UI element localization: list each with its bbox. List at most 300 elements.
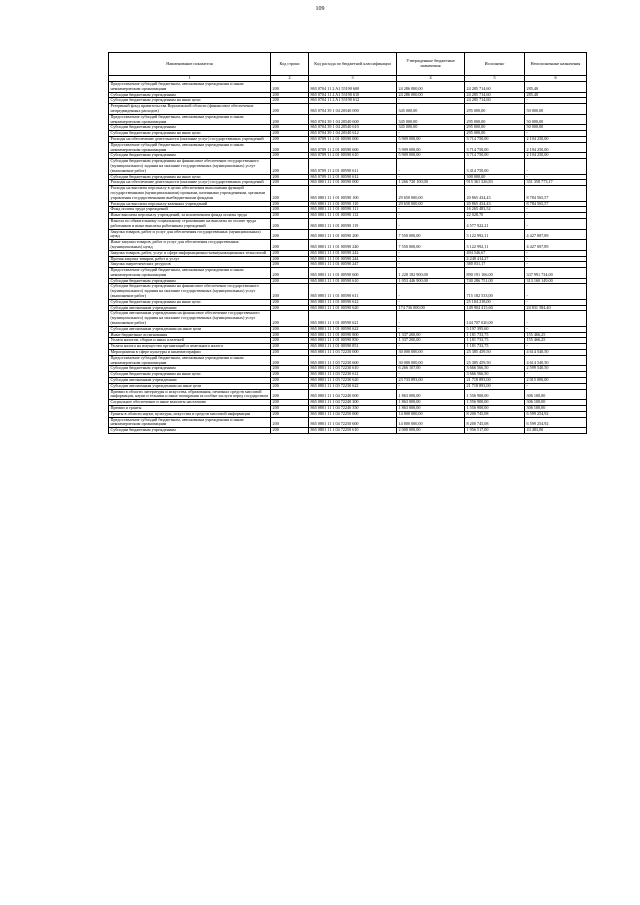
executed-amount-cell: 25 385 459,50: [465, 355, 525, 366]
line-code-cell: 200: [271, 82, 309, 93]
unexecuted-amount-cell: -: [525, 256, 587, 262]
table-row: [109, 114, 587, 125]
budget-code-cell: 865 0801 11 1 03 72230 610: [309, 366, 397, 372]
table-row: [109, 240, 587, 251]
indicator-name-cell: Закупка товаров, работ и услуг для обеспечения государственных (муниципальных) нужд: [109, 229, 271, 240]
line-code-cell: 200: [271, 355, 309, 366]
budget-code-cell: 865 0801 11 1 01 00590 850: [309, 338, 397, 344]
approved-amount-cell: 1 863 000,00: [397, 400, 465, 406]
indicator-name-cell: Мероприятия в сфере культуры и кинематографии: [109, 350, 271, 356]
approved-amount-cell: 2 000 000,00: [397, 428, 465, 434]
budget-code-cell: 865 0801 11 1 01 00590 111: [309, 207, 397, 213]
header-line-code: Код строки: [271, 53, 309, 76]
line-code-cell: 200: [271, 218, 309, 229]
header-indicator-name: Наименование показателя: [109, 53, 271, 76]
unexecuted-amount-cell: -: [525, 344, 587, 350]
indicator-name-cell: Закупка энергетических ресурсов: [109, 262, 271, 268]
unexecuted-amount-cell: -: [525, 218, 587, 229]
line-code-cell: 200: [271, 378, 309, 384]
unexecuted-amount-cell: 4 614 540,50: [525, 355, 587, 366]
line-code-cell: 200: [271, 136, 309, 142]
indicator-name-cell: Иные закупки товаров, работ и услуг для обеспечения государственных (муниципальных) нужд: [109, 240, 271, 251]
table-body: [109, 82, 587, 434]
unexecuted-amount-cell: -: [525, 250, 587, 256]
line-code-cell: 200: [271, 428, 309, 434]
executed-amount-cell: 2 248 414,27: [465, 256, 525, 262]
unexecuted-amount-cell: -: [525, 372, 587, 378]
table-row: [109, 389, 587, 400]
approved-amount-cell: 345 000,00: [397, 104, 465, 115]
unexecuted-amount-cell: 306 100,00: [525, 406, 587, 412]
indicator-name-cell: Уплата налога на имущество организаций и земельного налога: [109, 344, 271, 350]
budget-code-cell: 865 0801 11 1 04 72250 610: [309, 428, 397, 434]
approved-amount-cell: 1 863 000,00: [397, 389, 465, 400]
approved-amount-cell: -: [397, 284, 465, 299]
header-unexecuted: Неисполненные назначения: [525, 53, 587, 76]
budget-code-cell: 865 0709 11 2 01 00590 600: [309, 142, 397, 153]
executed-amount-cell: 890 191 166,00: [465, 268, 525, 279]
approved-amount-cell: -: [397, 98, 465, 104]
indicator-name-cell: Иные бюджетные ассигнования: [109, 332, 271, 338]
budget-code-cell: 865 0801 11 1 01 00590 112: [309, 213, 397, 219]
unexecuted-amount-cell: -: [525, 159, 587, 174]
unexecuted-amount-cell: 4 427 007,89: [525, 240, 587, 251]
line-code-cell: 200: [271, 229, 309, 240]
approved-amount-cell: 14 800 000,00: [397, 411, 465, 417]
approved-amount-cell: -: [397, 383, 465, 389]
indicator-name-cell: Расходы на выплаты персоналу казенных учреждений: [109, 201, 271, 207]
indicator-name-cell: Предоставление субсидий бюджетным, автономным учреждениям и иным некоммерческим организациям: [109, 142, 271, 153]
column-number: 6: [525, 76, 587, 82]
line-code-cell: 200: [271, 411, 309, 417]
budget-code-cell: 865 0801 11 1 01 00590 621: [309, 311, 397, 326]
indicator-name-cell: Предоставление субсидий бюджетным, автономным учреждениям и иным некоммерческим организациям: [109, 417, 271, 428]
executed-amount-cell: 20 865 434,43: [465, 201, 525, 207]
line-code-cell: 200: [271, 326, 309, 332]
table-row: [109, 142, 587, 153]
executed-amount-cell: 1 556 900,00: [465, 406, 525, 412]
line-code-cell: 200: [271, 153, 309, 159]
executed-amount-cell: 1 556 900,00: [465, 389, 525, 400]
approved-amount-cell: -: [397, 159, 465, 174]
approved-amount-cell: 7 550 000,00: [397, 229, 465, 240]
budget-code-cell: 865 0801 11 1 01 00590 110: [309, 201, 397, 207]
line-code-cell: 200: [271, 262, 309, 268]
line-code-cell: 200: [271, 92, 309, 98]
approved-amount-cell: 24 286 000,00: [397, 82, 465, 93]
indicator-name-cell: Предоставление субсидий бюджетным, автономным учреждениям и иным некоммерческим организациям: [109, 268, 271, 279]
unexecuted-amount-cell: -: [525, 383, 587, 389]
table-row: [109, 218, 587, 229]
budget-code-cell: 865 0801 11 1 04 72240 350: [309, 406, 397, 412]
line-code-cell: 200: [271, 250, 309, 256]
unexecuted-amount-cell: 8 784 565,57: [525, 201, 587, 207]
budget-code-cell: 865 0801 11 1 01 00590 600: [309, 268, 397, 279]
unexecuted-amount-cell: 351 358 773,17: [525, 180, 587, 186]
unexecuted-amount-cell: 6 599 254,92: [525, 411, 587, 417]
header-budget-code: Код расхода по бюджетной классификации: [309, 53, 397, 76]
approved-amount-cell: -: [397, 213, 465, 219]
budget-code-cell: 865 0801 11 1 01 00590 200: [309, 229, 397, 240]
approved-amount-cell: 30 000 000,00: [397, 350, 465, 356]
budget-code-cell: 865 0709 11 2 01 00590 612: [309, 174, 397, 180]
unexecuted-amount-cell: 24 831 584,40: [525, 305, 587, 311]
executed-amount-cell: 25 385 459,50: [465, 350, 525, 356]
line-code-cell: 200: [271, 213, 309, 219]
line-code-cell: 200: [271, 278, 309, 284]
table-header-row: [109, 53, 587, 76]
indicator-name-cell: Расходы на выплаты персоналу в целях обеспечения выполнения функций государственными (муниципальными) органами, казенными учреждениями, органами управления государственными внебюджетными фондами: [109, 186, 271, 201]
unexecuted-amount-cell: 8 784 565,57: [525, 186, 587, 201]
budget-code-cell: 865 0801 11 1 01 00590 242: [309, 250, 397, 256]
indicator-name-cell: Субсидии автономным учреждениям на финансовое обеспечение государственного (муниципального) задания на оказание государственных (муниципальных) услуг (выполнение работ): [109, 311, 271, 326]
indicator-name-cell: Субсидии бюджетным учреждениям на иные цели: [109, 98, 271, 104]
approved-amount-cell: 29 650 000,00: [397, 186, 465, 201]
line-code-cell: 200: [271, 268, 309, 279]
indicator-name-cell: Уплата налогов, сборов и иных платежей: [109, 338, 271, 344]
indicator-name-cell: Субсидии бюджетным учреждениям на иные цели: [109, 174, 271, 180]
budget-code-cell: 865 0709 11 2 01 00590 610: [309, 153, 397, 159]
line-code-cell: 200: [271, 284, 309, 299]
budget-code-cell: 865 0709 11 2 01 00590 000: [309, 136, 397, 142]
indicator-name-cell: Фонд оплаты труда учреждений: [109, 207, 271, 213]
unexecuted-amount-cell: 155 466,25: [525, 338, 587, 344]
indicator-name-cell: Расходы на обеспечение деятельности (оказание услуг) государственных учреждений: [109, 180, 271, 186]
table-row: [109, 417, 587, 428]
indicator-name-cell: Субсидии автономным учреждениям: [109, 378, 271, 384]
executed-amount-cell: 16 265 483,52: [465, 207, 525, 213]
table-row: [109, 284, 587, 299]
line-code-cell: 200: [271, 180, 309, 186]
unexecuted-amount-cell: 43 483,00: [525, 428, 587, 434]
indicator-name-cell: Субсидии бюджетным учреждениям на иные цели: [109, 372, 271, 378]
line-code-cell: 200: [271, 389, 309, 400]
budget-code-cell: 865 0801 11 1 01 00590 240: [309, 240, 397, 251]
table-row: [109, 186, 587, 201]
executed-amount-cell: 380 031,17: [465, 262, 525, 268]
executed-amount-cell: 1 181 733,75: [465, 338, 525, 344]
executed-amount-cell: 25 104 218,00: [465, 299, 525, 305]
budget-code-cell: 865 0801 11 1 01 00590 610: [309, 278, 397, 284]
approved-amount-cell: -: [397, 372, 465, 378]
approved-amount-cell: 345 000,00: [397, 125, 465, 131]
line-code-cell: 200: [271, 201, 309, 207]
executed-amount-cell: 22 028,70: [465, 213, 525, 219]
indicator-name-cell: Социальное обеспечение и иные выплаты населению: [109, 400, 271, 406]
executed-amount-cell: 20 865 434,43: [465, 186, 525, 201]
line-code-cell: 200: [271, 299, 309, 305]
line-code-cell: 200: [271, 406, 309, 412]
line-code-cell: 200: [271, 186, 309, 201]
approved-amount-cell: 6 266 107,00: [397, 366, 465, 372]
table-row: [109, 311, 587, 326]
table-row: [109, 355, 587, 366]
column-number: 1: [109, 76, 271, 82]
budget-code-cell: 865 0801 11 1 01 00590 000: [309, 180, 397, 186]
line-code-cell: 200: [271, 131, 309, 137]
approved-amount-cell: 345 000,00: [397, 114, 465, 125]
approved-amount-cell: 30 000 000,00: [397, 355, 465, 366]
unexecuted-amount-cell: -: [525, 131, 587, 137]
approved-amount-cell: 23 733 893,00: [397, 378, 465, 384]
indicator-name-cell: Субсидии бюджетным учреждениям: [109, 153, 271, 159]
budget-code-cell: 865 0801 11 1 01 00590 851: [309, 344, 397, 350]
budget-code-cell: 865 0704 11 2 A1 55190 610: [309, 92, 397, 98]
approved-amount-cell: -: [397, 131, 465, 137]
executed-amount-cell: 3 666 566,50: [465, 366, 525, 372]
budget-code-cell: 865 0704 11 2 A1 55190 612: [309, 98, 397, 104]
executed-amount-cell: 3 714 750,00: [465, 153, 525, 159]
line-code-cell: 200: [271, 240, 309, 251]
budget-code-cell: 865 0709 11 2 01 00590 611: [309, 159, 397, 174]
indicator-name-cell: Субсидии бюджетным учреждениям: [109, 366, 271, 372]
unexecuted-amount-cell: 2 599 540,50: [525, 366, 587, 372]
line-code-cell: 200: [271, 311, 309, 326]
line-code-cell: 200: [271, 344, 309, 350]
column-number: 2: [271, 76, 309, 82]
approved-amount-cell: 1 337 200,00: [397, 338, 465, 344]
unexecuted-amount-cell: -: [525, 299, 587, 305]
approved-amount-cell: 5 909 000,00: [397, 142, 465, 153]
approved-amount-cell: 29 650 000,00: [397, 201, 465, 207]
executed-amount-cell: 21 718 893,00: [465, 383, 525, 389]
indicator-name-cell: Субсидии бюджетным учреждениям: [109, 92, 271, 98]
budget-code-cell: 865 0801 11 1 04 72240 300: [309, 400, 397, 406]
indicator-name-cell: Иные выплаты персоналу учреждений, за исключением фонда оплаты труда: [109, 213, 271, 219]
unexecuted-amount-cell: 285,40: [525, 82, 587, 93]
indicator-name-cell: Прочая закупка товаров, работ и услуг: [109, 256, 271, 262]
unexecuted-amount-cell: 50 000,00: [525, 104, 587, 115]
budget-code-cell: 865 0801 11 1 01 00590 611: [309, 284, 397, 299]
column-number: 5: [465, 76, 525, 82]
budget-code-cell: 865 0801 11 1 01 00590 100: [309, 186, 397, 201]
budget-code-cell: 865 0801 11 1 01 00590 620: [309, 305, 397, 311]
approved-amount-cell: 24 286 000,00: [397, 92, 465, 98]
budget-code-cell: 865 0801 11 1 01 00590 612: [309, 299, 397, 305]
budget-code-cell: 865 0801 11 1 04 72240 000: [309, 389, 397, 400]
indicator-name-cell: Предоставление субсидий бюджетным, автономным учреждениям и иным некоммерческим организациям: [109, 355, 271, 366]
executed-amount-cell: 295 000,00: [465, 131, 525, 137]
unexecuted-amount-cell: 306 100,00: [525, 389, 587, 400]
indicator-name-cell: Премии и гранты: [109, 406, 271, 412]
line-code-cell: 200: [271, 104, 309, 115]
line-code-cell: 200: [271, 114, 309, 125]
executed-amount-cell: 3 414 750,00: [465, 159, 525, 174]
executed-amount-cell: 1 956 517,00: [465, 428, 525, 434]
executed-amount-cell: 740 286 751,00: [465, 278, 525, 284]
line-code-cell: 200: [271, 305, 309, 311]
line-code-cell: 200: [271, 332, 309, 338]
executed-amount-cell: 144 707 020,00: [465, 311, 525, 326]
budget-code-cell: 865 0801 11 1 03 72230 620: [309, 378, 397, 384]
line-code-cell: 200: [271, 207, 309, 213]
approved-amount-cell: 1 228 182 900,00: [397, 268, 465, 279]
indicator-name-cell: Субсидии автономным учреждениям на иные цели: [109, 326, 271, 332]
executed-amount-cell: 1 181 733,75: [465, 344, 525, 350]
indicator-name-cell: Субсидии бюджетным учреждениям: [109, 278, 271, 284]
unexecuted-amount-cell: -: [525, 98, 587, 104]
executed-amount-cell: 8 200 745,08: [465, 417, 525, 428]
executed-amount-cell: 4 577 922,21: [465, 218, 525, 229]
indicator-name-cell: Субсидии бюджетным учреждениям на финансовое обеспечение государственного (муниципального) задания на оказание государственных (муниципальных) услуг (выполнение работ): [109, 284, 271, 299]
unexecuted-amount-cell: 50 000,00: [525, 125, 587, 131]
approved-amount-cell: 1 266 720 100,00: [397, 180, 465, 186]
page-number: 109: [315, 6, 325, 12]
unexecuted-amount-cell: 4 614 540,50: [525, 350, 587, 356]
unexecuted-amount-cell: 313 160 149,00: [525, 278, 587, 284]
executed-amount-cell: 295 000,00: [465, 104, 525, 115]
line-code-cell: 200: [271, 142, 309, 153]
header-approved: Утвержденные бюджетные назначения: [397, 53, 465, 76]
executed-amount-cell: 3 666 566,50: [465, 372, 525, 378]
indicator-name-cell: Субсидии бюджетным учреждениям: [109, 428, 271, 434]
budget-code-cell: 865 0801 11 1 03 72230 612: [309, 372, 397, 378]
budget-execution-table: [108, 52, 587, 434]
unexecuted-amount-cell: -: [525, 174, 587, 180]
table-row: [109, 82, 587, 93]
budget-code-cell: 865 0704 39 1 04 20540 000: [309, 104, 397, 115]
unexecuted-amount-cell: 2 194 250,00: [525, 142, 587, 153]
budget-code-cell: 865 0801 11 1 01 00590 800: [309, 332, 397, 338]
line-code-cell: 200: [271, 174, 309, 180]
line-code-cell: 200: [271, 383, 309, 389]
indicator-name-cell: Предоставление субсидий бюджетным, автономным учреждениям и иным некоммерческим организациям: [109, 114, 271, 125]
indicator-name-cell: Закупка товаров, работ, услуг в сфере информационно-коммуникационных технологий: [109, 250, 271, 256]
executed-amount-cell: 24 285 714,60: [465, 98, 525, 104]
approved-amount-cell: 5 909 000,00: [397, 136, 465, 142]
indicator-name-cell: Субсидии бюджетным учреждениям на финансовое обеспечение государственного (муниципального) задания на оказание государственных (муниципальных) услуг (выполнение работ): [109, 159, 271, 174]
table-row: [109, 104, 587, 115]
indicator-name-cell: Субсидии бюджетным учреждениям на иные цели: [109, 299, 271, 305]
indicator-name-cell: Предоставление субсидий бюджетным, автономным учреждениям и иным некоммерческим организациям: [109, 82, 271, 93]
executed-amount-cell: 3 714 750,00: [465, 142, 525, 153]
executed-amount-cell: 21 718 893,00: [465, 378, 525, 384]
budget-code-cell: 865 0704 39 1 04 20540 600: [309, 114, 397, 125]
unexecuted-amount-cell: 285,40: [525, 92, 587, 98]
approved-amount-cell: 1 863 000,00: [397, 406, 465, 412]
line-code-cell: 200: [271, 372, 309, 378]
column-number: 4: [397, 76, 465, 82]
approved-amount-cell: -: [397, 250, 465, 256]
budget-code-cell: 865 0801 11 1 01 00590 119: [309, 218, 397, 229]
line-code-cell: 200: [271, 417, 309, 428]
executed-amount-cell: 295 000,00: [465, 114, 525, 125]
unexecuted-amount-cell: 337 991 734,00: [525, 268, 587, 279]
executed-amount-cell: 3 714 750,00: [465, 136, 525, 142]
indicator-name-cell: Субсидии бюджетным учреждениям на иные цели: [109, 131, 271, 137]
indicator-name-cell: Расходы на обеспечение деятельности (оказание услуг) государственных учреждений: [109, 136, 271, 142]
unexecuted-amount-cell: -: [525, 213, 587, 219]
table-row: [109, 229, 587, 240]
unexecuted-amount-cell: -: [525, 311, 587, 326]
unexecuted-amount-cell: -: [525, 262, 587, 268]
executed-amount-cell: 715 182 533,00: [465, 284, 525, 299]
indicator-name-cell: Резервный фонд правительства Воронежской области (финансовое обеспечение непредвиденных расходов): [109, 104, 271, 115]
indicator-name-cell: Субсидии автономным учреждениям на иные цели: [109, 383, 271, 389]
budget-code-cell: 865 0801 11 1 01 00590 247: [309, 262, 397, 268]
indicator-name-cell: Гранты в области науки, культуры, искусства и средств массовой информации: [109, 411, 271, 417]
approved-amount-cell: 5 909 000,00: [397, 153, 465, 159]
approved-amount-cell: 174 736 000,00: [397, 305, 465, 311]
executed-amount-cell: 1 181 733,75: [465, 332, 525, 338]
executed-amount-cell: 3 122 992,11: [465, 229, 525, 240]
unexecuted-amount-cell: 2 194 250,00: [525, 136, 587, 142]
budget-code-cell: 865 0801 11 1 03 72230 622: [309, 383, 397, 389]
header-executed: Исполнено: [465, 53, 525, 76]
executed-amount-cell: 295 000,00: [465, 125, 525, 131]
table-row: [109, 159, 587, 174]
executed-amount-cell: 5 197 395,60: [465, 326, 525, 332]
line-code-cell: 200: [271, 159, 309, 174]
approved-amount-cell: 7 550 000,00: [397, 240, 465, 251]
approved-amount-cell: 1 053 446 900,00: [397, 278, 465, 284]
approved-amount-cell: 14 800 000,00: [397, 417, 465, 428]
budget-code-cell: 865 0801 11 1 03 72230 600: [309, 355, 397, 366]
indicator-name-cell: Субсидии автономным учреждениям: [109, 305, 271, 311]
unexecuted-amount-cell: 6 599 254,92: [525, 417, 587, 428]
executed-amount-cell: 8 200 745,08: [465, 411, 525, 417]
table-row: [109, 428, 587, 434]
executed-amount-cell: 300 000,00: [465, 174, 525, 180]
unexecuted-amount-cell: 2 015 000,00: [525, 378, 587, 384]
line-code-cell: 200: [271, 366, 309, 372]
budget-code-cell: 865 0704 39 1 04 20540 612: [309, 131, 397, 137]
unexecuted-amount-cell: -: [525, 284, 587, 299]
table-row: [109, 268, 587, 279]
budget-code-cell: 865 0801 11 1 01 00590 622: [309, 326, 397, 332]
executed-amount-cell: 24 285 714,60: [465, 92, 525, 98]
executed-amount-cell: 3 122 992,11: [465, 240, 525, 251]
unexecuted-amount-cell: -: [525, 326, 587, 332]
approved-amount-cell: -: [397, 256, 465, 262]
unexecuted-amount-cell: 155 466,25: [525, 332, 587, 338]
executed-amount-cell: 1 556 900,00: [465, 400, 525, 406]
approved-amount-cell: -: [397, 311, 465, 326]
approved-amount-cell: -: [397, 326, 465, 332]
executed-amount-cell: 149 904 415,60: [465, 305, 525, 311]
approved-amount-cell: -: [397, 299, 465, 305]
approved-amount-cell: -: [397, 262, 465, 268]
executed-amount-cell: 24 285 714,60: [465, 82, 525, 93]
approved-amount-cell: -: [397, 218, 465, 229]
executed-amount-cell: 494 546,67: [465, 250, 525, 256]
unexecuted-amount-cell: -: [525, 207, 587, 213]
line-code-cell: 200: [271, 350, 309, 356]
indicator-name-cell: Взносы по обязательному социальному страхованию на выплаты по оплате труда работников и иные выплаты работникам учреждений: [109, 218, 271, 229]
budget-code-cell: 865 0801 11 1 04 72250 000: [309, 411, 397, 417]
budget-code-cell: 865 0801 11 1 04 72250 600: [309, 417, 397, 428]
approved-amount-cell: 1 337 200,00: [397, 332, 465, 338]
unexecuted-amount-cell: 50 000,00: [525, 114, 587, 125]
unexecuted-amount-cell: 4 427 007,89: [525, 229, 587, 240]
unexecuted-amount-cell: 306 100,00: [525, 400, 587, 406]
line-code-cell: 200: [271, 256, 309, 262]
approved-amount-cell: -: [397, 174, 465, 180]
approved-amount-cell: -: [397, 207, 465, 213]
line-code-cell: 200: [271, 338, 309, 344]
indicator-name-cell: Премии в области литературы и искусства, образования, печатных средств массовой информации, науки и техники и иные поощрения за особые заслуги перед государством: [109, 389, 271, 400]
budget-code-cell: 865 0801 11 1 03 72230 000: [309, 350, 397, 356]
line-code-cell: 200: [271, 98, 309, 104]
budget-code-cell: 865 0704 11 2 A1 55190 600: [309, 82, 397, 93]
column-number: 3: [309, 76, 397, 82]
line-code-cell: 200: [271, 400, 309, 406]
line-code-cell: 200: [271, 125, 309, 131]
budget-code-cell: 865 0704 39 1 04 20540 610: [309, 125, 397, 131]
budget-code-cell: 865 0801 11 1 01 00590 244: [309, 256, 397, 262]
indicator-name-cell: Субсидии бюджетным учреждениям: [109, 125, 271, 131]
unexecuted-amount-cell: 2 194 250,00: [525, 153, 587, 159]
